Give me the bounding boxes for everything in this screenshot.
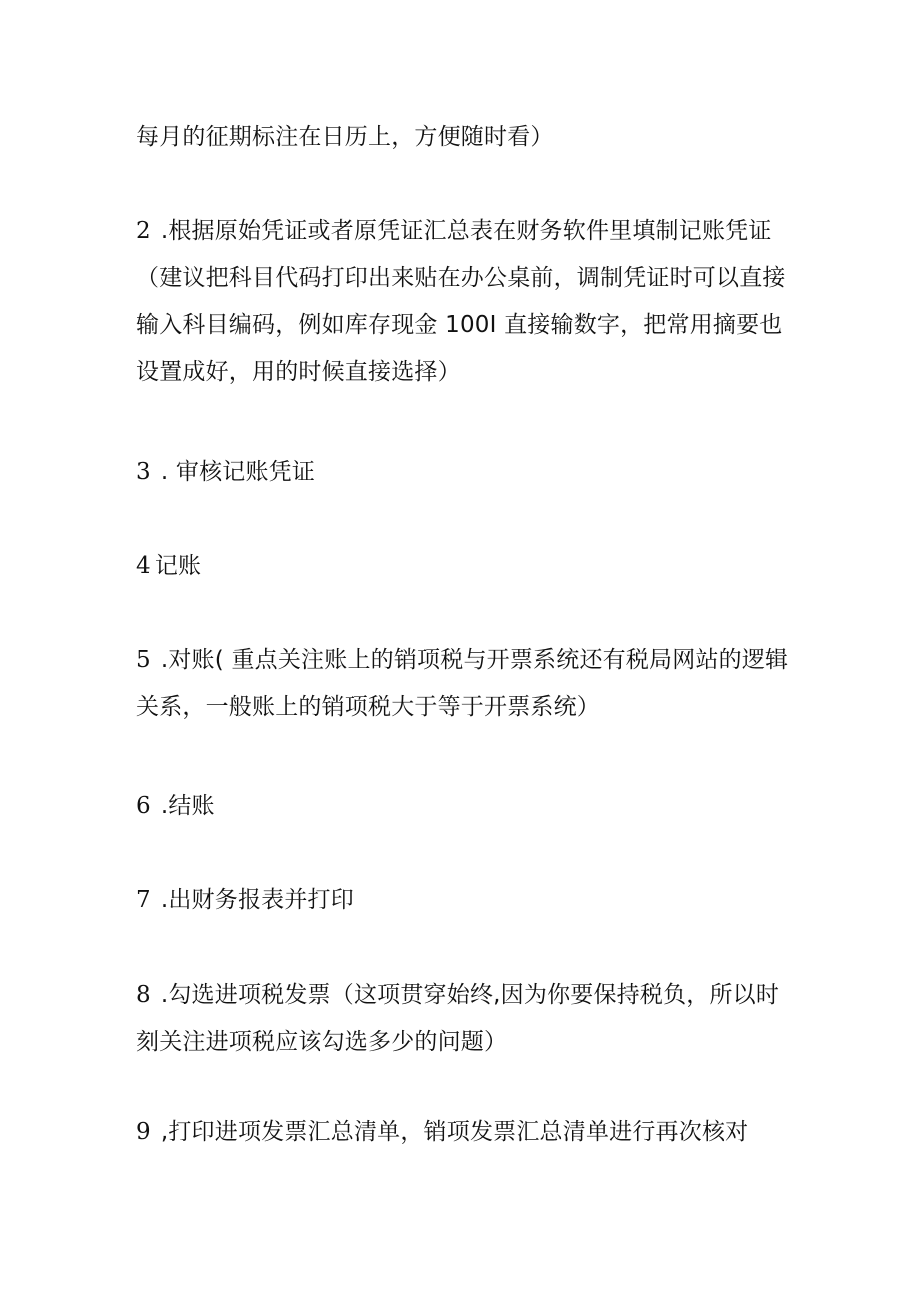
paragraph-number: 8: [136, 982, 151, 1008]
paragraph-number: 7: [136, 887, 151, 913]
paragraph-number: 2: [136, 218, 151, 244]
paragraph-text: .结账: [160, 793, 215, 819]
paragraph-number: 9: [136, 1119, 151, 1145]
paragraph-1: [136, 114, 796, 161]
paragraph-text: .根据原始凭证或者原凭证汇总表在财务软件里填制记账凭证（建议把科目代码打印出来贴在办公桌前，调制凭证时可以直接输入科目编码，例如库存现金 100I 直接输数字，把常用摘要也设置成好，用的时候直接选择）: [136, 218, 786, 385]
paragraph-number: 4: [136, 553, 151, 579]
paragraph-9: [136, 1109, 796, 1156]
paragraph-text: 每月的征期标注在日历上，方便随时看）: [136, 124, 554, 150]
paragraph-text: 记账: [154, 553, 202, 579]
paragraph-5: [136, 637, 796, 731]
paragraph-text: .出财务报表并打印: [160, 887, 354, 913]
paragraph-7: [136, 877, 796, 924]
paragraph-number: 3: [136, 459, 151, 485]
paragraph-text: ,打印进项发票汇总清单，销项发票汇总清单进行再次核对: [160, 1119, 749, 1145]
paragraph-text: .对账( 重点关注账上的销项税与开票系统还有税局网站的逻辑关系，一般账上的销项税大于等于开票系统）: [136, 647, 789, 720]
paragraph-8: [136, 972, 796, 1066]
paragraph-number: 6: [136, 793, 151, 819]
paragraph-3: [136, 449, 796, 496]
paragraph-text: .勾选进项税发票（这项贯穿始终,因为你要保持税负，所以时刻关注进项税应该勾选多少的问题）: [136, 982, 780, 1055]
paragraph-text: . 审核记账凭证: [160, 459, 316, 485]
paragraph-2: [136, 208, 796, 396]
paragraph-6: [136, 783, 796, 830]
paragraph-number: 5: [136, 647, 151, 673]
paragraph-4: [136, 543, 796, 590]
